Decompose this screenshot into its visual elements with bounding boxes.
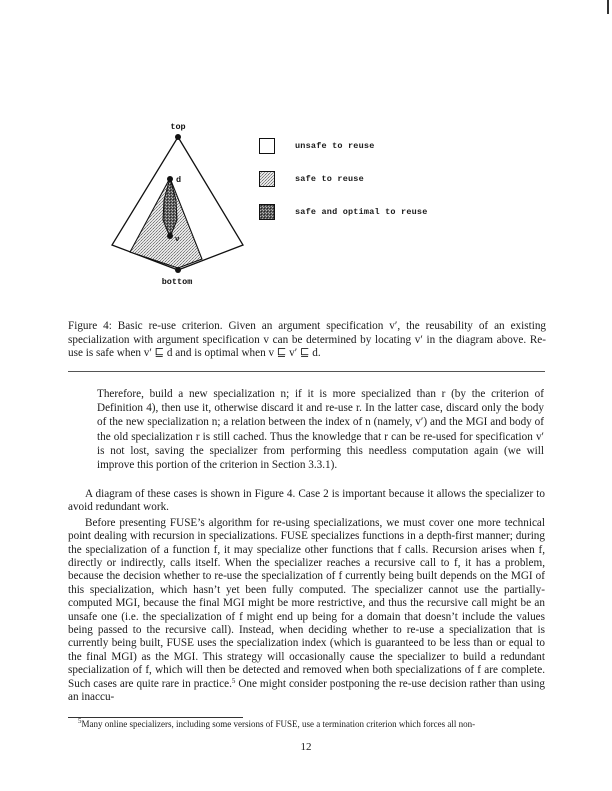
paragraph-text: Before presenting FUSE’s algorithm for re-using specializations, we must cover one more technical point dealing with recursion in specializations. FUSE specializes functions in a depth-first manner; during the specialization of a function f, it may specialize other functions that f calls. Recursion arises when f, directly or indirectly, calls itself. When the specializer reaches a recursive call to f, it has a problem, because the decision whether to re-use the specialization of f currently being built depends on the MGI of this specialization, which hasn’t yet been fully computed. The specializer cannot use the partially-computed MGI, because the final MGI might be more restrictive, and thus the recursive call might be an unsafe one (i.e. the specialization of f might end up being for a domain that doesn’t include the values being passed to the recursive call). Instead, when deciding whether to re-use a specialization that is currently being built, FUSE uses the specialization index (which is guaranteed to be less than or equal to the final MGI) as the MGI. This strategy will occasionally cause the specializer to build a redundant specialization of f, which will then be detected and removed when both specializations of f are complete. Such cases are quite rare in practice. <box>68 516 545 690</box>
legend-swatch-optimal <box>259 204 275 220</box>
v-label: v <box>175 236 180 244</box>
top-point <box>175 134 181 140</box>
footnote-rule <box>68 717 243 718</box>
legend-item-safe <box>259 171 364 187</box>
legend-label: safe to reuse <box>295 174 364 184</box>
d-point <box>167 176 173 182</box>
legend-item-optimal <box>259 204 428 220</box>
legend-swatch-unsafe <box>259 138 275 154</box>
page-number: 12 <box>300 741 312 753</box>
caption-text: Basic re-use criterion. Given an argument specification v′, the reusability of an existing specialization with argument specification v can be determined by locating v′ in the diagram above. Re-use is safe when v′ ⊑ d and is optimal when v ⊑ v′ ⊑ d. <box>68 320 547 360</box>
footnote-text: Many online specializers, including some versions of FUSE, use a termination criterion which forces all non- <box>81 719 476 729</box>
paragraph-tail: One might consider postponing the re-use decision rather than using an inaccu- <box>68 677 545 704</box>
paragraph: A diagram of these cases is shown in Figure 4. Case 2 is important because it allows the specializer to avoid redundant work. <box>68 488 545 514</box>
bottom-label: bottom <box>161 277 193 287</box>
legend-label: unsafe to reuse <box>295 141 375 151</box>
body-text <box>68 488 545 705</box>
footnote <box>68 719 545 730</box>
bottom-point <box>175 267 181 273</box>
footnote-mark: 5 <box>78 717 82 725</box>
caption-lead: Figure 4: <box>68 320 112 332</box>
figure-4 <box>0 0 612 300</box>
legend-swatch-safe <box>259 171 275 187</box>
legend-label: safe and optimal to reuse <box>295 207 428 217</box>
legend-item-unsafe <box>259 138 375 154</box>
v-point <box>167 233 173 239</box>
figure-caption <box>68 320 546 361</box>
d-label: d <box>176 175 182 185</box>
top-label: top <box>170 122 186 132</box>
paragraph <box>68 517 545 705</box>
footnote-ref[interactable]: 5 <box>231 676 236 685</box>
caption-rule <box>68 371 545 372</box>
indented-criterion-block: Therefore, build a new specialization n; if it is more specialized than r (by the criterion of Definition 4), then use it, otherwise discard it and re-use r. In the latter case, discard only the body of the new specialization n; a relation between the index of n (namely, v′) and the MGI and body of the old specialization r is still cached. Thus the knowledge that r can be re-used for specification v′ is not lost, saving the specializer from performing this needless computation again (we will improve this portion of the criterion in Section 3.3.1). <box>97 388 544 472</box>
